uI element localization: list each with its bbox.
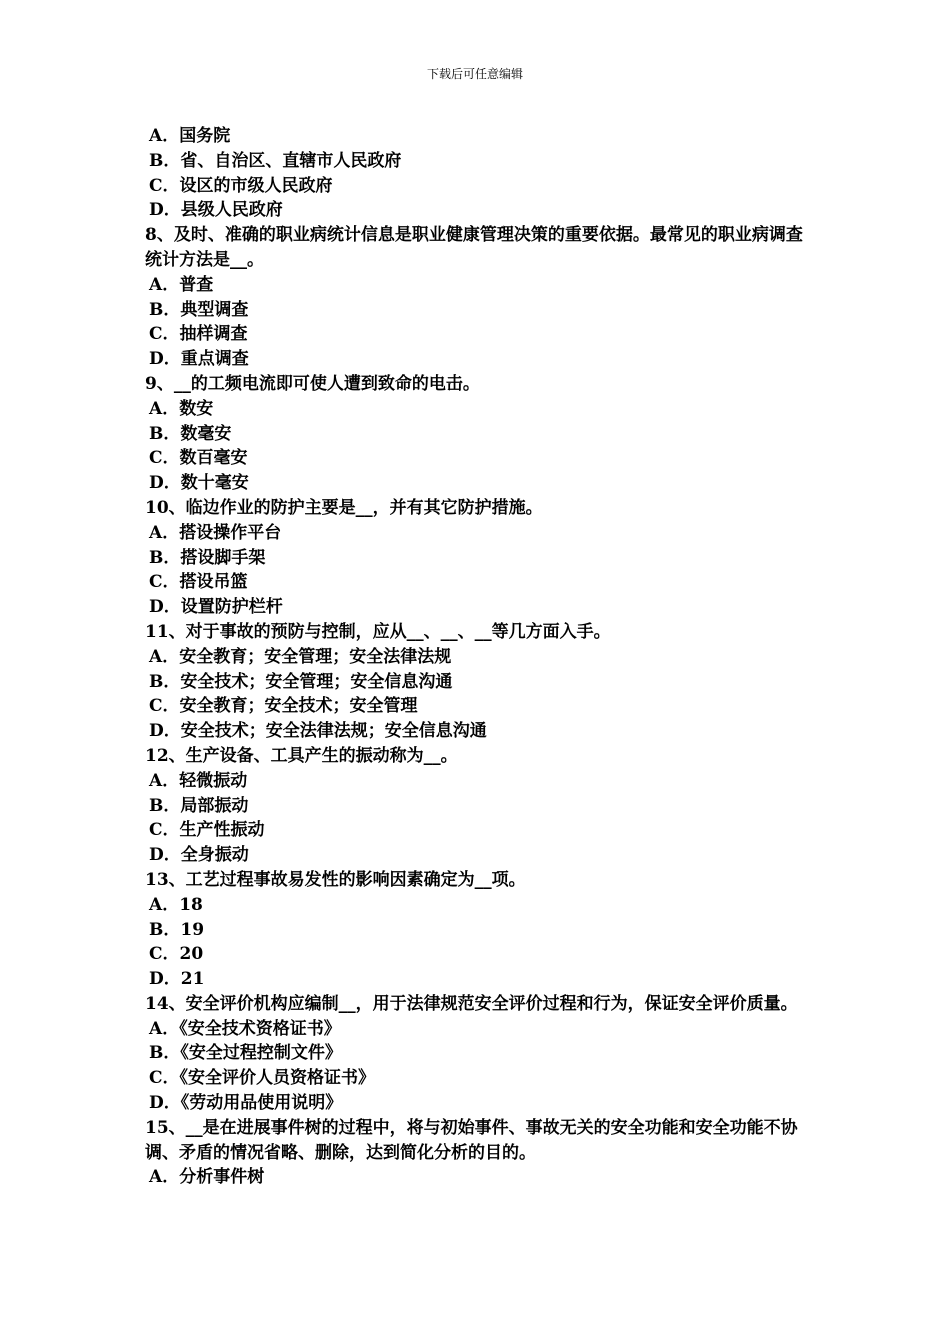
page-header: 下载后可任意编辑	[426, 67, 523, 81]
question-line: 10、临边作业的防护主要是__，并有其它防护措施。	[145, 497, 543, 518]
option-line: D．21	[149, 969, 205, 990]
question-line: 13、工艺过程事故易发性的影响因素确定为__项。	[145, 869, 526, 890]
option-line: C．《安全评价人员资格证书》	[149, 1068, 376, 1089]
option-line: A．国务院	[149, 126, 231, 146]
option-line: D．县级人民政府	[149, 200, 283, 221]
exam-content	[145, 124, 810, 1190]
option-line: C．数百毫安	[149, 448, 248, 469]
option-line: B．典型调查	[149, 299, 249, 320]
option-line: C．生产性振动	[149, 820, 265, 841]
option-line: A．分析事件树	[149, 1167, 265, 1188]
option-line: D．设置防护栏杆	[149, 597, 283, 618]
option-line: A．搭设操作平台	[149, 522, 282, 543]
option-line: B．19	[149, 919, 205, 940]
option-line: A．安全教育；安全管理；安全法律法规	[149, 646, 452, 667]
question-line: 11、对于事故的预防与控制，应从__、__、__等几方面入手。	[145, 621, 611, 642]
question-line: 8、及时、准确的职业病统计信息是职业健康管理决策的重要依据。最常见的职业病调查统计方法是__。	[145, 225, 803, 270]
question-line: 9、__的工频电流即可使人遭到致命的电击。	[145, 373, 480, 394]
question-line: 14、安全评价机构应编制__，用于法律规范安全评价过程和行为，保证安全评价质量。	[145, 993, 798, 1014]
option-line: C．设区的市级人民政府	[149, 175, 333, 196]
option-line: A．18	[149, 894, 203, 915]
option-line: D．全身振动	[149, 845, 249, 866]
option-line: C．20	[149, 944, 204, 965]
option-line: C．搭设吊篮	[149, 572, 248, 593]
option-line: B．安全技术；安全管理；安全信息沟通	[149, 671, 453, 692]
option-line: C．抽样调查	[149, 324, 248, 345]
option-line: D．《劳动用品使用说明》	[149, 1093, 343, 1114]
option-line: D．重点调查	[149, 349, 249, 370]
question-line: 12、生产设备、工具产生的振动称为__。	[145, 745, 458, 766]
option-line: B．《安全过程控制文件》	[149, 1043, 342, 1064]
option-line: B．数毫安	[149, 423, 232, 444]
option-line: A．《安全技术资格证书》	[149, 1018, 341, 1039]
option-line: B．搭设脚手架	[149, 547, 266, 568]
option-line: A．普查	[149, 274, 214, 295]
option-line: D．安全技术；安全法律法规；安全信息沟通	[149, 721, 487, 742]
option-line: D．数十毫安	[149, 473, 249, 494]
option-line: C．安全教育；安全技术；安全管理	[149, 696, 418, 717]
option-line: A．数安	[149, 398, 214, 419]
question-line: 15、__是在进展事件树的过程中，将与初始事件、事故无关的安全功能和安全功能不协调、矛盾的情况省略、删除，达到简化分析的目的。	[145, 1117, 798, 1163]
option-line: A．轻微振动	[149, 770, 248, 791]
option-line: B．局部振动	[149, 795, 249, 816]
option-line: B．省、自治区、直辖市人民政府	[149, 150, 402, 171]
